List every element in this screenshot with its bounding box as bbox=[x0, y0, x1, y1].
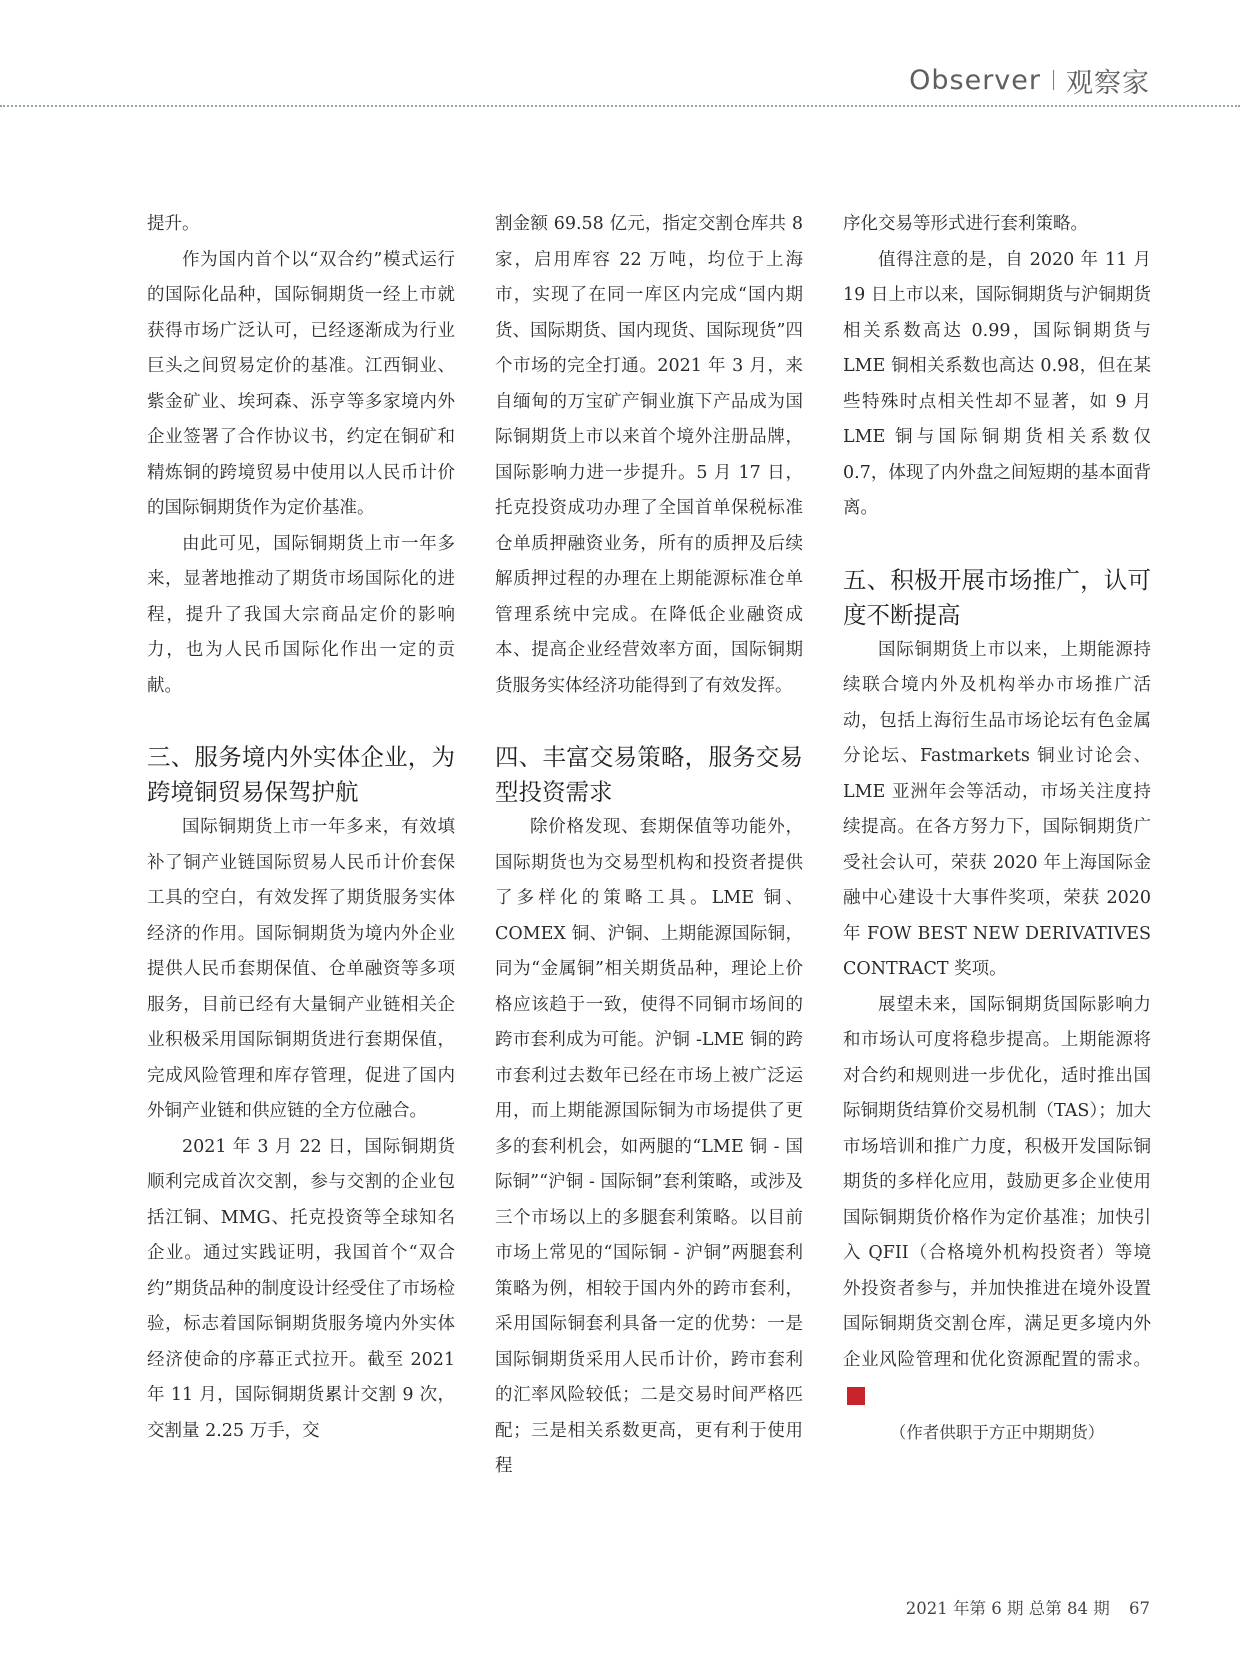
paragraph: 2021 年 3 月 22 日，国际铜期货顺利完成首次交割，参与交割的企业包括江铜、MMG、托克投资等全球知名企业。通过实践证明，我国首个“双合约”期货品种的制度设计经受住了市场检验，标志着国际铜期货服务境内外实体经济使命的序幕正式拉开。截至 2021 年 11 月，国际铜期货累计交割 9 次，交割量 2.25 万手，交 bbox=[147, 1136, 455, 1441]
paragraph bbox=[843, 988, 1151, 1414]
text-column-2 bbox=[495, 207, 803, 1485]
author-note: （作者供职于方正中期期货） bbox=[889, 1422, 1105, 1442]
paragraph: 除价格发现、套期保值等功能外，国际期货也为交易型机构和投资者提供了多样化的策略工具。LME 铜、COMEX 铜、沪铜、上期能源国际铜，同为“金属铜”相关期货品种，理论上价格应该趋于一致，使得不同铜市场间的跨市套利成为可能。沪铜 -LME 铜的跨市套利过去数年已经在市场上被广泛运用，而上期能源国际铜为市场提供了更多的套利机会，如两腿的“LME 铜 - 国际铜”“沪铜 - 国际铜”套利策略，或涉及三个市场以上的多腿套利策略。以目前市场上常见的“国际铜 - 沪铜”两腿套利策略为例，相较于国内外的跨市套利，采用国际铜套利具备一定的优势：一是国际铜期货采用人民币计价，跨市套利的汇率风险较低；二是交易时间严格匹配；三是相关系数更高，更有利于使用程 bbox=[495, 817, 803, 1476]
page-header bbox=[909, 60, 1150, 100]
paragraph: 值得注意的是，自 2020 年 11 月 19 日上市以来，国际铜期货与沪铜期货相关系数高达 0.99，国际铜期货与 LME 铜相关系数也高达 0.98，但在某些特殊时点相关性却不显著，如 9 月 LME 铜与国际铜期货相关系数仅 0.7，体现了内外盘之间短期的基本面背离。 bbox=[843, 249, 1151, 518]
paragraph: 割金额 69.58 亿元，指定交割仓库共 8 家，启用库容 22 万吨，均位于上海市，实现了在同一库区内完成“国内期货、国际期货、国内现货、国际现货”四个市场的完全打通。2021 年 3 月，来自缅甸的万宝矿产铜业旗下产品成为国际铜期货上市以来首个境外注册品牌，国际影响力进一步提升。5 月 17 日，托克投资成功办理了全国首单保税标准仓单质押融资业务，所有的质押及后续解质押过程的办理在上期能源标准仓单管理系统中完成。在降低企业融资成本、提高企业经营效率方面，国际铜期货服务实体经济功能得到了有效发挥。 bbox=[495, 214, 803, 696]
page-number: 67 bbox=[1129, 1599, 1150, 1618]
issue-info: 2021 年第 6 期 总第 84 期 bbox=[905, 1599, 1110, 1618]
paragraph-text: 展望未来，国际铜期货国际影响力和市场认可度将稳步提高。上期能源将对合约和规则进一步优化，适时推出国际铜期货结算价交易机制（TAS）；加大市场培训和推广力度，积极开发国际铜期货的多样化应用，鼓励更多企业使用国际铜期货价格作为定价基准；加快引入 QFII（合格境外机构投资者）等境外投资者参与，并加快推进在境外设置国际铜期货交割仓库，满足更多境内外企业风险管理和优化资源配置的需求。 bbox=[843, 994, 1151, 1370]
text-column-3 bbox=[843, 207, 1151, 1450]
header-divider bbox=[1053, 70, 1054, 90]
paragraph bbox=[843, 633, 1151, 988]
section-heading-3: 三、服务境内外实体企业，为跨境铜贸易保驾护航 bbox=[147, 743, 455, 806]
text-column-1 bbox=[147, 207, 455, 1449]
paragraph-text: 国际铜期货上市以来，上期能源持续联合境内外及机构举办市场推广活动，包括上海衍生品市场论坛有色金属分论坛、Fastmarkets 铜业讨论会、LME 亚洲年会等活动，市场关注度持续提高。在各方努力下，国际铜期货广受社会认可，荣获 2020 年上海国际金融中心建设十大事件奖项，荣获 2020 年 FOW BEST NEW DERIVATIVES CONTRACT 奖项。 bbox=[843, 639, 1151, 979]
column-name-cn: 观察家 bbox=[1066, 67, 1150, 99]
page-footer bbox=[906, 1595, 1150, 1619]
paragraph: 由此可见，国际铜期货上市一年多来，显著地推动了期货市场国际化的进程，提升了我国大宗商品定价的影响力，也为人民币国际化作出一定的贡献。 bbox=[147, 533, 455, 696]
section-heading-5: 五、积极开展市场推广，认可度不断提高 bbox=[843, 565, 1151, 629]
paragraph: 提升。 bbox=[147, 214, 200, 234]
section-heading-4: 四、丰富交易策略，服务交易型投资需求 bbox=[495, 743, 803, 806]
column-name-en: Observer bbox=[909, 64, 1041, 96]
header-dotted-rule bbox=[0, 105, 1240, 107]
paragraph: 作为国内首个以“双合约”模式运行的国际化品种，国际铜期货一经上市就获得市场广泛认可，已经逐渐成为行业巨头之间贸易定价的基准。江西铜业、紫金矿业、埃珂森、泺亨等多家境内外企业签署了合作协议书，约定在铜矿和精炼铜的跨境贸易中使用以人民币计价的国际铜期货作为定价基准。 bbox=[147, 249, 455, 518]
end-mark-icon: 中 bbox=[847, 1387, 865, 1405]
paragraph: 国际铜期货上市一年多来，有效填补了铜产业链国际贸易人民币计价套保工具的空白，有效发挥了期货服务实体经济的作用。国际铜期货为境内外企业提供人民币套期保值、仓单融资等多项服务，目前已经有大量铜产业链相关企业积极采用国际铜期货进行套期保值，完成风险管理和库存管理，促进了国内外铜产业链和供应链的全方位融合。 bbox=[147, 817, 455, 1121]
paragraph: 序化交易等形式进行套利策略。 bbox=[843, 214, 1088, 234]
